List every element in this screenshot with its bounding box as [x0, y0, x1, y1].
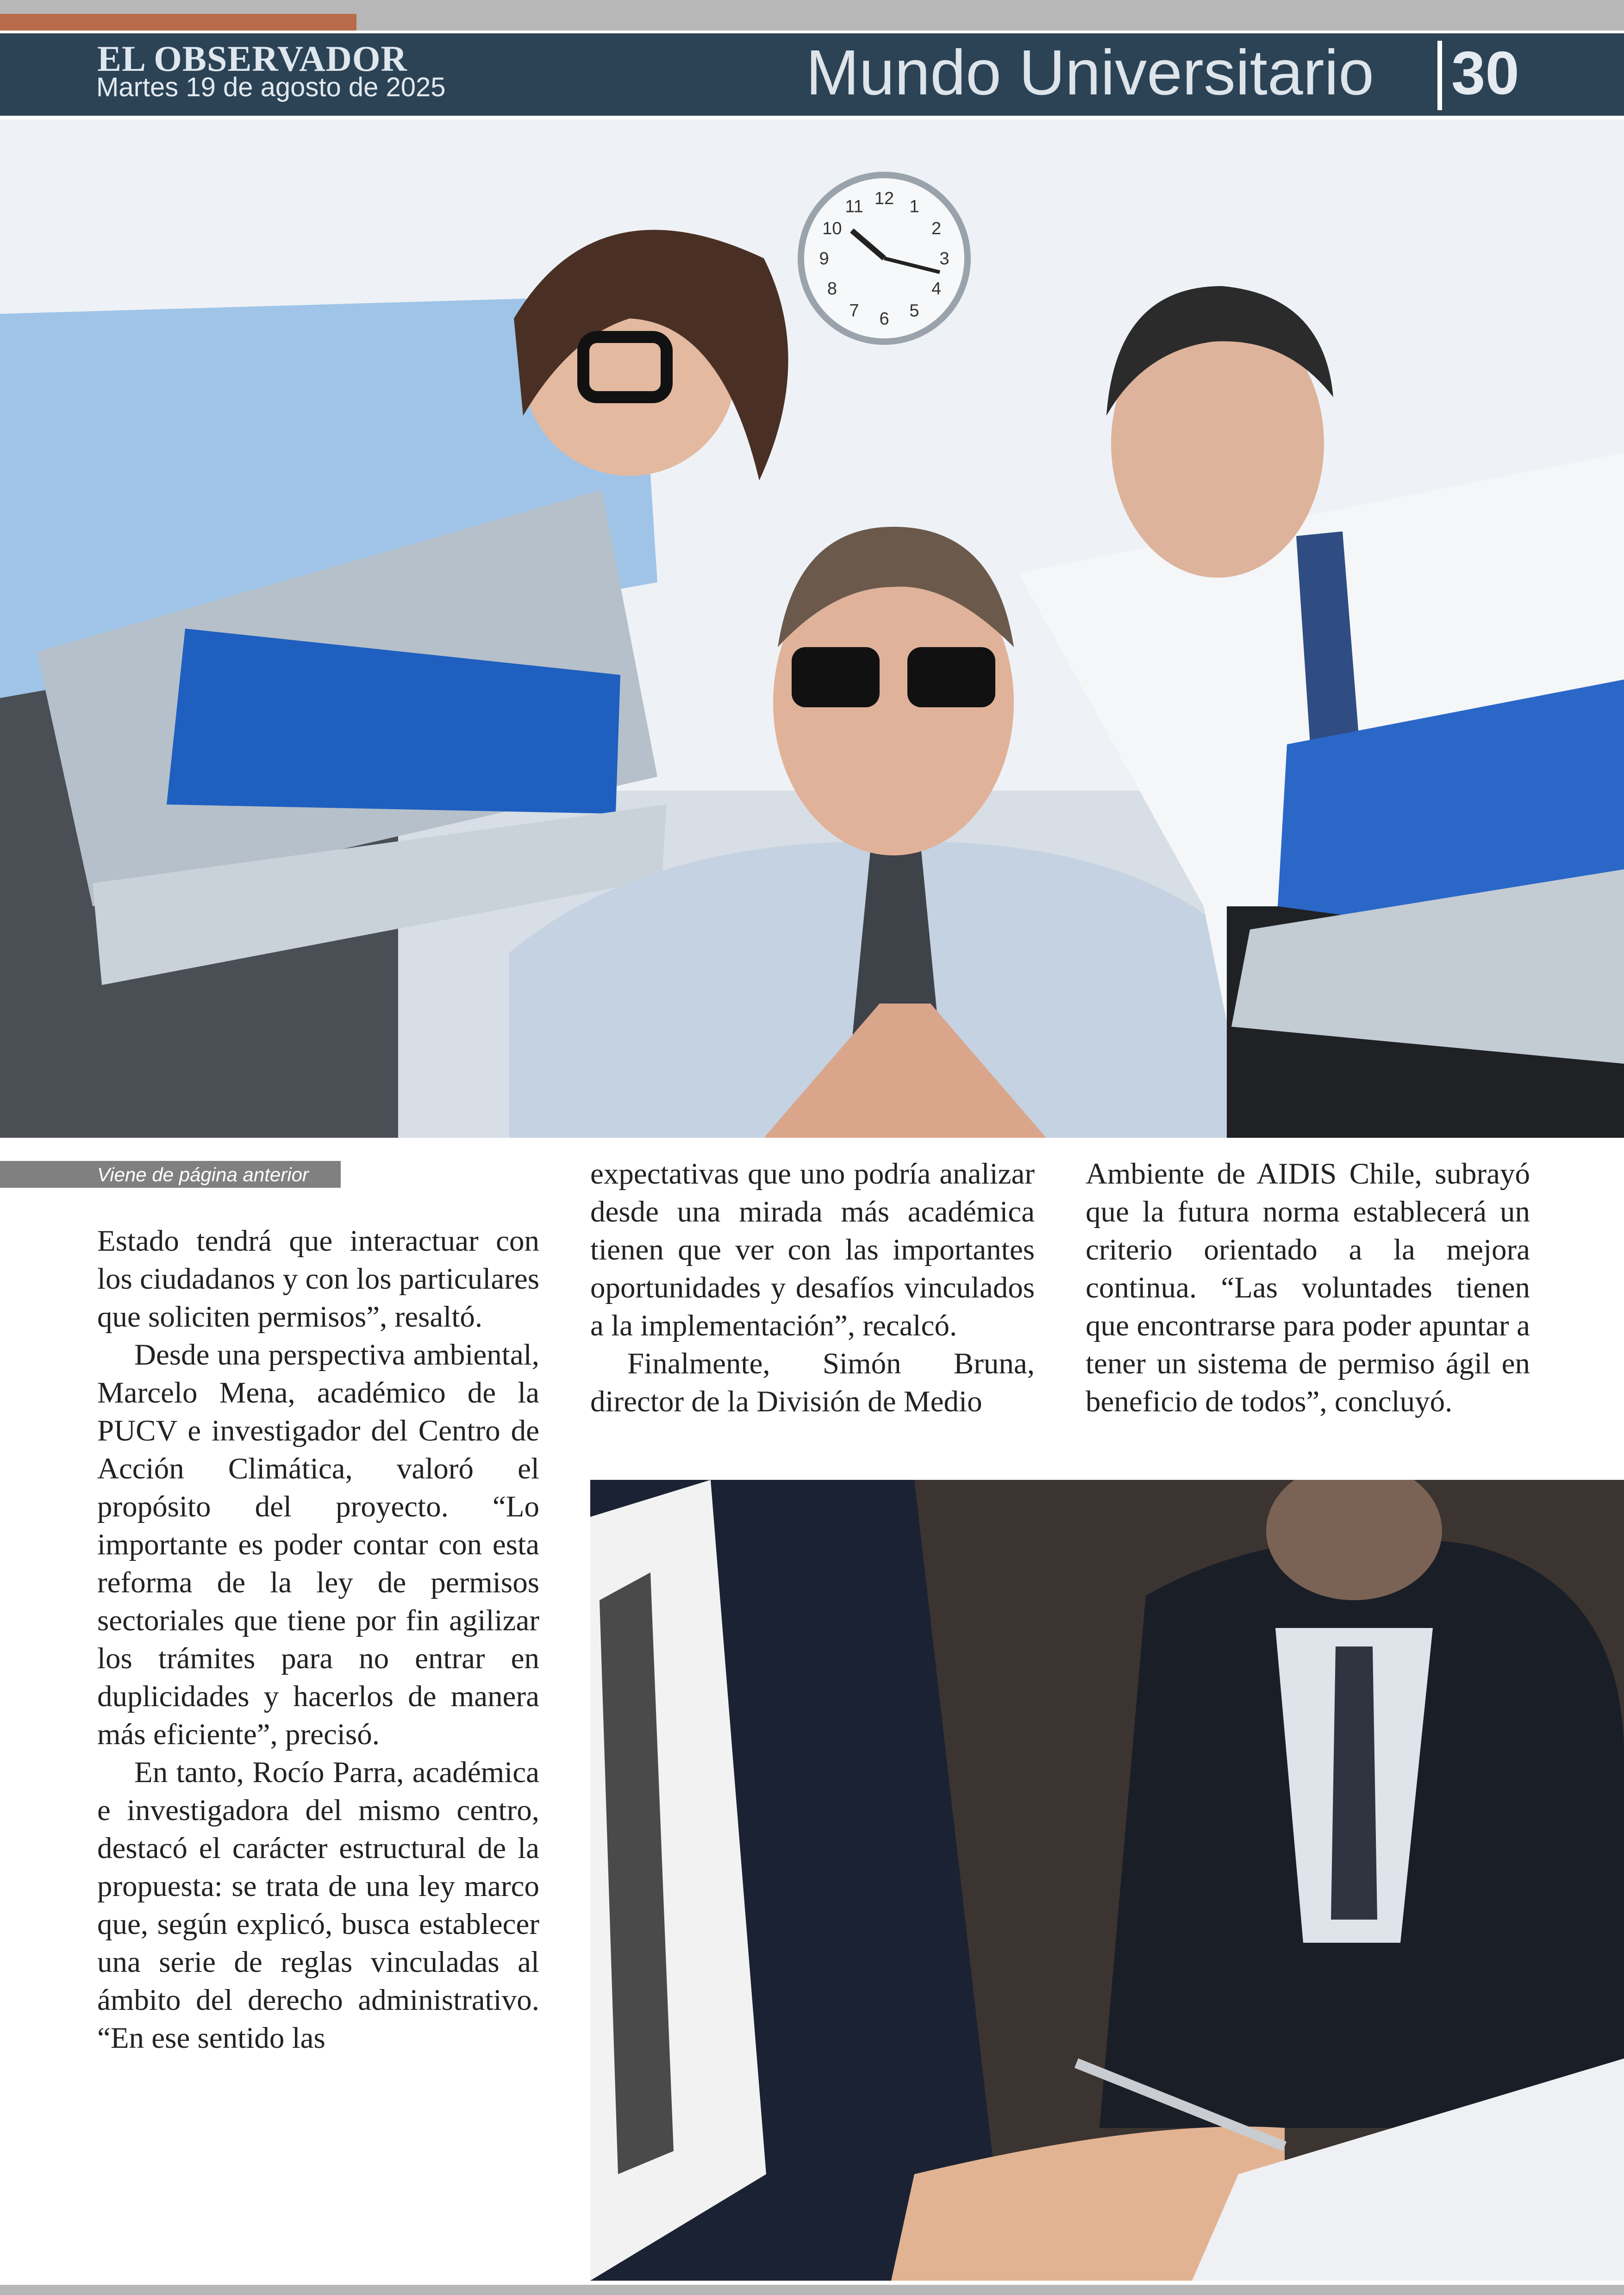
column-2-paragraph: expectativas que uno podría analizar desde una mirada más académica tienen que ver con las importantes oportunidades y desafíos vinculados a la implementación”, recalcó.	[590, 1157, 1035, 1342]
column-3-paragraph: Ambiente de AIDIS Chile, subrayó que la futura norma establecerá un criterio orientado a la mejora continua. “Las voluntades tienen que encontrarse para poder apuntar a tener un sistema de permiso ágil en beneficio de todos”, concluyó.	[1086, 1157, 1530, 1418]
publication-date: Martes 19 de agosto de 2025	[96, 72, 446, 102]
clock-digit: 2	[931, 219, 942, 238]
clock-digit: 9	[819, 249, 829, 268]
article-column-3	[1086, 1155, 1530, 1421]
clock-digit: 8	[827, 279, 837, 299]
column-1-paragraph: En tanto, Rocío Parra, académica e investigadora del mismo centro, destacó el carácter estructural de la propuesta: se trata de una ley marco que, según explicó, busca establecer una serie de reglas vinculadas al ámbito del derecho administrativo. “En ese sentido las	[97, 1756, 539, 2055]
clock-digit: 11	[845, 197, 863, 217]
hero-photo	[0, 119, 1624, 1138]
column-2-paragraph: Finalmente, Simón Bruna, director de la División de Medio	[590, 1347, 1035, 1418]
column-1-paragraph: Desde una perspectiva ambiental, Marcelo Mena, académico de la PUCV e investigador del Centro de Acción Climática, valoró el propósito del proyecto. “Lo importante es poder contar con esta reforma de la ley de permisos sectoriales que tiene por fin agilizar los trámites para no entrar en duplicidades y hacerlos de manera más eficiente”, precisó.	[97, 1338, 539, 1751]
clock-digit: 1	[909, 197, 919, 217]
article-column-2	[590, 1155, 1035, 1421]
section-title: Mundo Universitario	[806, 37, 1374, 108]
continued-label: Viene de página anterior	[97, 1164, 309, 1185]
meeting-photo	[590, 1480, 1624, 2281]
clock-digit: 12	[874, 189, 894, 208]
hero-illustration	[0, 119, 1624, 1138]
header-divider	[1437, 41, 1442, 110]
column-1-paragraph: Estado tendrá que interactuar con los ciudadanos y con los particulares que soliciten permisos”, resaltó.	[97, 1224, 539, 1334]
newspaper-brand: EL OBSERVADOR	[97, 38, 407, 79]
clock-digit: 7	[849, 301, 859, 321]
continued-banner	[0, 1161, 341, 1188]
clock-digit: 5	[909, 301, 919, 321]
top-accent-bar	[0, 14, 356, 31]
right-tie	[1331, 1646, 1377, 1920]
meeting-illustration	[590, 1480, 1624, 2281]
clock-digit: 4	[931, 279, 942, 299]
bottom-frame-bar	[0, 2285, 1624, 2295]
article-column-1	[97, 1222, 539, 2057]
clock-digit: 6	[879, 309, 889, 329]
clock-digit: 3	[939, 249, 949, 268]
wall-clock-icon	[801, 175, 968, 342]
page-number: 30	[1451, 39, 1519, 107]
clock-digit: 10	[822, 219, 842, 238]
